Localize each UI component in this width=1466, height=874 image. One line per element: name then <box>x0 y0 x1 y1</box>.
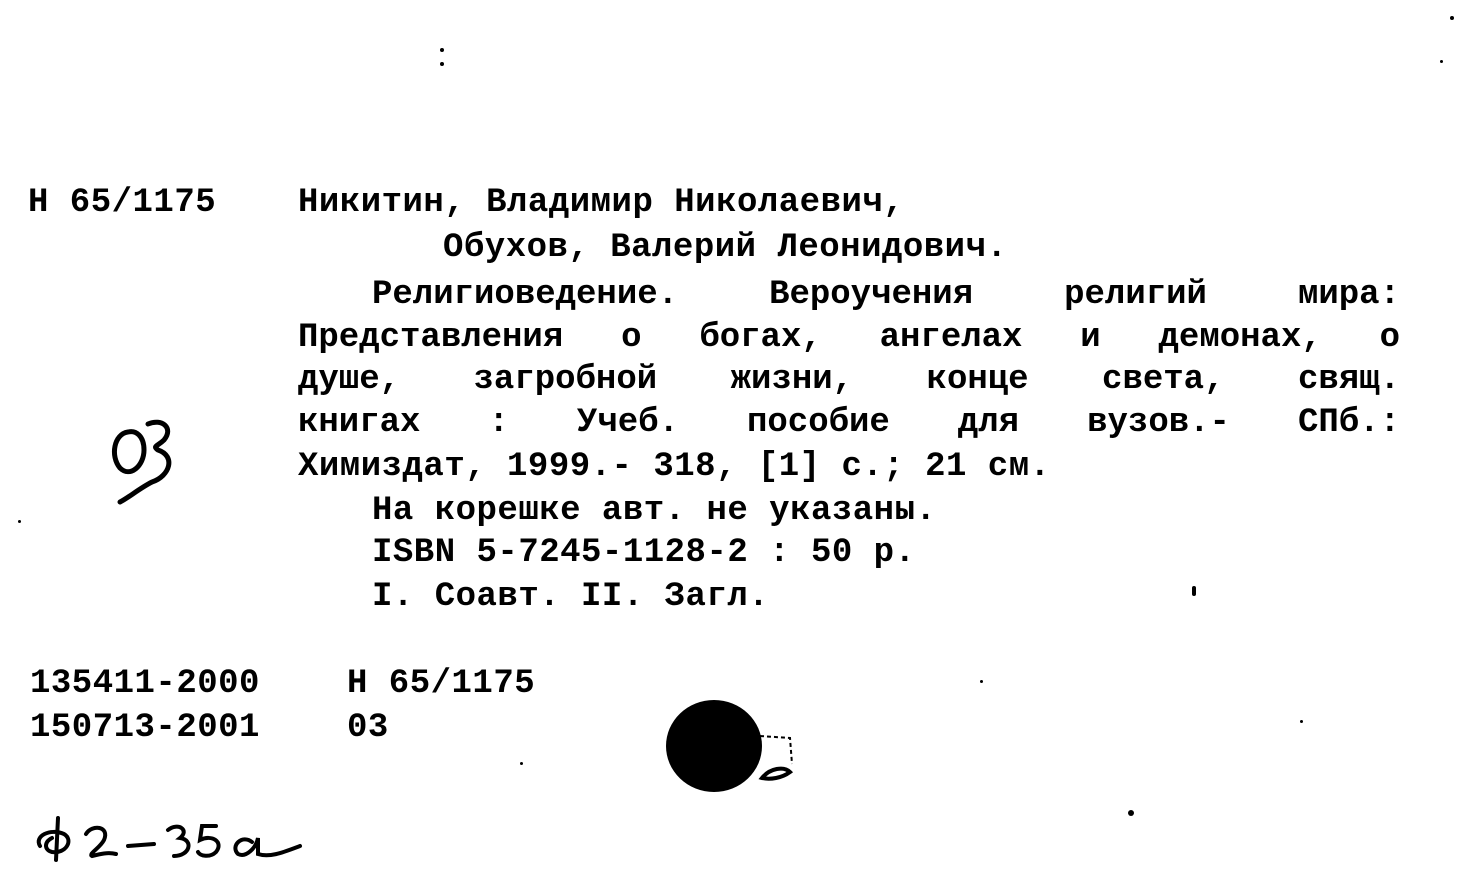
scan-speck <box>980 680 983 683</box>
tracings-line: I. Соавт. II. Загл. <box>372 578 770 616</box>
title-line-1: Религиоведение. Вероучения религий мира: <box>372 276 1400 314</box>
scan-speck <box>1300 720 1303 723</box>
title-line-4: книгах : Учеб. пособие для вузов.- СПб.: <box>298 404 1400 442</box>
handwritten-bottom-mark <box>30 808 310 868</box>
isbn-line: ISBN 5-7245-1128-2 : 50 р. <box>372 534 916 572</box>
punch-hole <box>666 700 762 792</box>
scan-speck <box>1440 60 1443 63</box>
scan-speck <box>1128 810 1134 816</box>
title-line-3: душе, загробной жизни, конце света, свящ. <box>298 361 1400 399</box>
coauthor-line: Обухов, Валерий Леонидович. <box>443 229 1008 267</box>
accession-number-2: 150713-2001 <box>30 709 260 747</box>
scan-speck <box>440 48 444 52</box>
author-line: Никитин, Владимир Николаевич, <box>298 184 905 222</box>
scan-speck <box>440 62 444 66</box>
accession-code-1: Н 65/1175 <box>347 665 536 703</box>
scan-speck <box>18 520 21 523</box>
punch-hole-scribble <box>750 728 810 788</box>
scan-speck <box>1450 16 1454 20</box>
accession-number-1: 135411-2000 <box>30 665 260 703</box>
shelfmark: Н 65/1175 <box>28 184 217 222</box>
accession-code-2: 03 <box>347 709 389 747</box>
imprint-line: Химиздат, 1999.- 318, [1] с.; 21 см. <box>298 448 1051 486</box>
handwritten-margin-mark <box>100 410 190 510</box>
title-line-2: Представления о богах, ангелах и демонах, о <box>298 319 1400 357</box>
note-line: На корешке авт. не указаны. <box>372 492 937 530</box>
scan-speck <box>520 762 523 765</box>
scan-speck <box>1192 586 1196 596</box>
